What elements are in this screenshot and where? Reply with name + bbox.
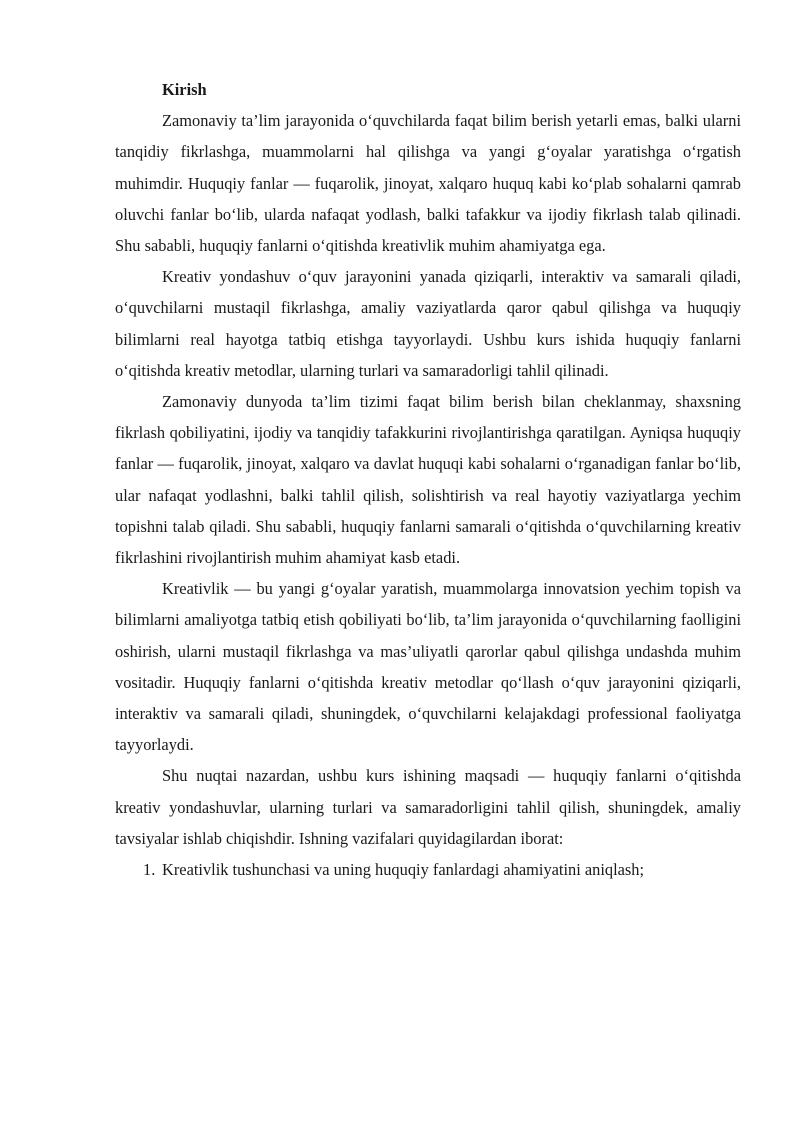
list-item-text: Kreativlik tushunchasi va uning huquqiy fanlardagi ahamiyatini aniqlash;: [162, 860, 645, 880]
section-heading: Kirish: [162, 80, 207, 99]
paragraph: Zamonaviy ta’lim jarayonida o‘quvchilarda faqat bilim berish yetarli emas, balki ularni tanqidiy fikrlashga, muammolarni hal qilishga va yangi g‘oyalar yaratishga o‘rgatish muhimdir. Huquqiy fanlar — fuqarolik, jinoyat, xalqaro huquq kabi ko‘plab sohalarni qamrab oluvchi fanlar bo‘lib, ularda nafaqat yodlash, balki tafakkur va ijodiy fikrlash talab qilinadi. Shu sababli, huquqiy fanlarni o‘qitishda kreativlik muhim ahamiyatga ega.: [115, 111, 741, 256]
list-item-number: 1.: [143, 860, 156, 880]
paragraph: Zamonaviy dunyoda ta’lim tizimi faqat bilim berish bilan cheklanmay, shaxsning fikrlash qobiliyatini, ijodiy va tanqidiy tafakkurini rivojlantirishga qaratilgan. Ayniqsa huquqiy fanlar — fuqarolik, jinoyat, xalqaro va davlat huquqi kabi sohalarni o‘rganadigan fanlar bo‘lib, ular nafaqat yodlashni, balki tahlil qilish, solishtirish va real hayotiy vaziyatlarga yechim topishni talab qiladi. Shu sababli, huquqiy fanlarni samarali o‘qitishda o‘quvchilarning kreativ fikrlashini rivojlantirish muhim ahamiyat kasb etadi.: [115, 392, 741, 568]
list-item: [115, 854, 741, 885]
paragraph: Kreativ yondashuv o‘quv jarayonini yanada qiziqarli, interaktiv va samarali qiladi, o‘quvchilarni mustaqil fikrlashga, amaliy vaziyatlarda qaror qabul qilishga va huquqiy bilimlarni real hayotga tatbiq etishga tayyorlaydi. Ushbu kurs ishida huquqiy fanlarni o‘qitishda kreativ metodlar, ularning turlari va samaradorligi tahlil qilinadi.: [115, 267, 741, 380]
tasks-list: [115, 854, 741, 885]
paragraph: Kreativlik — bu yangi g‘oyalar yaratish, muammolarga innovatsion yechim topish va bilimlarni amaliyotga tatbiq etish qobiliyati bo‘lib, ta’lim jarayonida o‘quvchilarning faolligini oshirish, ularni mustaqil fikrlashga va mas’uliyatli qarorlar qabul qilishga undashda muhim vositadir. Huquqiy fanlarni o‘qitishda kreativ metodlar qo‘llash o‘quv jarayonini qiziqarli, interaktiv va samarali qiladi, shuningdek, o‘quvchilarni kelajakdagi professional faoliyatga tayyorlaydi.: [115, 579, 741, 755]
document-body: [115, 74, 741, 885]
paragraph: Shu nuqtai nazardan, ushbu kurs ishining maqsadi — huquqiy fanlarni o‘qitishda kreativ yondashuvlar, ularning turlari va samaradorligini tahlil qilish, shuningdek, amaliy tavsiyalar ishlab chiqishdir. Ishning vazifalari quyidagilardan iborat:: [115, 766, 741, 848]
